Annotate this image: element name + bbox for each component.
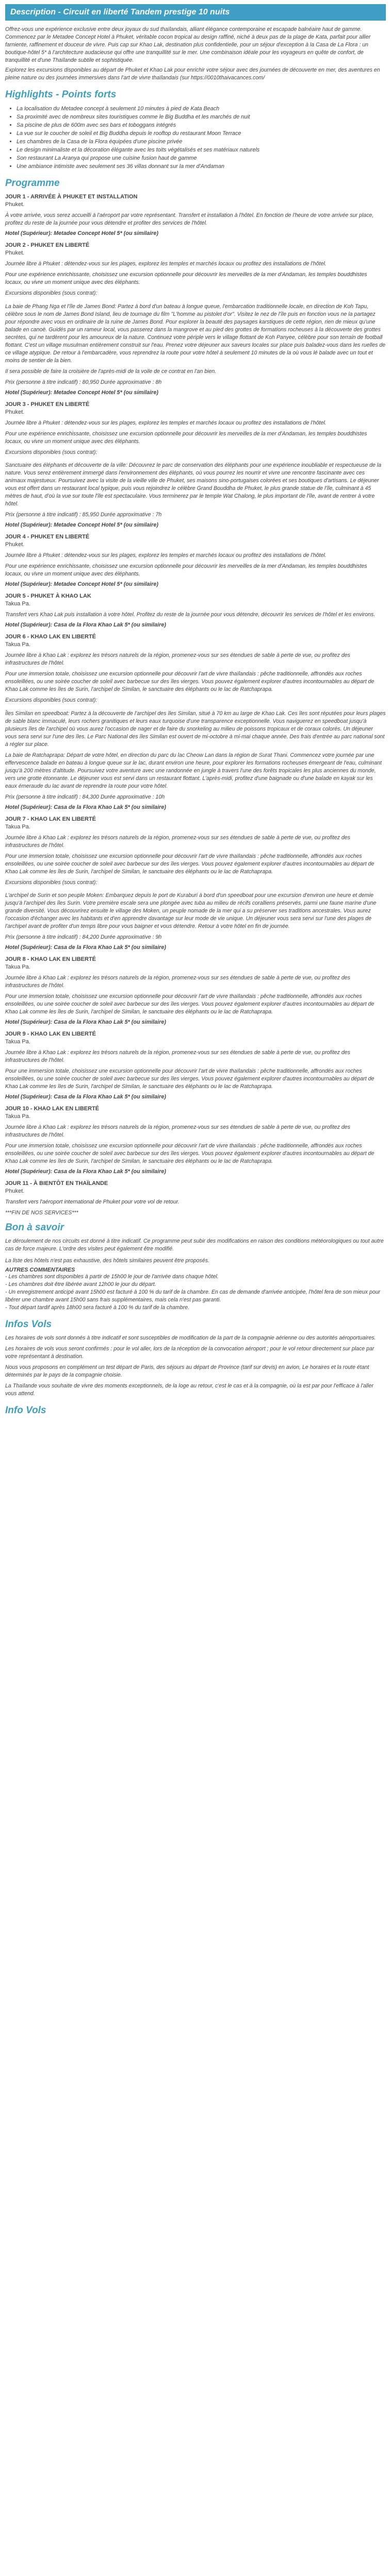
day-place: Takua Pa. <box>5 823 30 830</box>
highlight-item: • Sa piscine de plus de 600m avec ses bars et toboggans intégrés <box>17 121 386 129</box>
day-paragraph: Pour une expérience enrichissante, choisissez une excursion optionnelle pour découvrir les merveilles de la mer d'Andaman, les temples bouddhistes locaux, ou vivre un moment unique avec des éléphants. <box>5 430 367 445</box>
day-paragraph: Transfert vers Khao Lak puis installation à votre hôtel. Profitez du reste de la journée pour vous détendre, découvrir les services de l'hôtel et les environs. <box>5 612 376 618</box>
day-hotel: Hotel (Supérieur): Casa de la Flora Khao Lak 5* (ou similaire) <box>5 944 166 951</box>
programme-title: Programme <box>5 178 60 189</box>
highlight-item: • Les chambres de la Casa de la Flora équipées d'une piscine privée <box>17 138 386 146</box>
day-hotel: Hotel (Supérieur): Casa de la Flora Khao Lak 5* (ou similaire) <box>5 1094 166 1100</box>
day-block <box>5 1030 386 1100</box>
day-place: Phuket. <box>5 250 25 256</box>
day-hotel: Hotel (Supérieur): Casa de la Flora Khao Lak 5* (ou similaire) <box>5 804 166 810</box>
excursion-paragraph: La baie de Phang Nga et l'île de James Bond: Partez à bord d'un bateau à longue queue, l'embarcation traditionnelle locale, en direction de Koh Tapu, célèbre sous le nom de James Bond Island, lieu de tournage du film "L'homme au pistolet d'or". Visitez le nez de l'île puis en fonction vous ne la partagez pour répondre avec vous en ordinaire de la ruine de James Bond. Pour explorer la beauté des paysages karstiques de cette région, rien de mieux qu'une balade en canoë. Guidés par un rameur local, vous passerez dans la mangrove et au pied des grottes de formations rocheuses à la découverte des grottes secrètes, qui ne tardèrent pour les amoureux de la nature. Continuez votre périple vers le village flottant de Koh Panyee, célèbre pour son terrain de football flottant. C'est un village musulman entièrement construit sur l'eau. Prenez votre déjeuner aux saveurs locales sur place puis baladez-vous dans les ruelles de ce village atypique. De retour à l'embarcadère, vous reprendrez la route pour votre hôtel à seulement 10 minutes de la où vous lé balade avec un tout et moins de sentier de la bien. <box>5 303 386 364</box>
excursion-paragraph: Prix (personne à titre indicatif) : 85,950 Durée approximative : 7h <box>5 512 162 518</box>
day-place: Takua Pa. <box>5 964 30 971</box>
highlights-list <box>5 105 386 171</box>
description-banner: Description - Circuit en liberté Tandem prestige 10 nuits <box>5 4 386 21</box>
autres-line: - Un enregistrement anticipé avant 15h00 est facturé à 100 % du tarif de la chambre. En cas de demande d'arrivée anticipée, l'hôtel fera de son mieux pour libérer une chambre avant 15h00 sans frais supplémentaires, mais cela n'est pas garanti. <box>5 1289 381 1303</box>
day-title: JOUR 1 - ARRIVÉE À PHUKET ET INSTALLATION <box>5 194 138 200</box>
infos-vols-title: Infos Vols <box>5 1319 52 1330</box>
day-hotel: Hotel (Supérieur): Casa de la Flora Khao Lak 5* (ou similaire) <box>5 622 166 629</box>
day-paragraph: Journée libre à Phuket : détendez-vous sur les plages, explorez les temples et marchés locaux ou profitez des installations de l'hôtel. <box>5 552 327 559</box>
excursion-paragraph: Sanctuaire des éléphants et découverte de la ville: Découvrez le parc de conservation des éléphants pour une expérience inoubliable et respectueuse de la nature. Vous serez entièrement immergé dans l'environnement des éléphants, où vous pourrez les nourrir et vivre une rencontre fascinante avec ces animaux majestueux. Poursuivez avec la visite de la vieille ville de Phuket, ses maisons sino-portugaises colorées et ses boutiques d'artisans. Le déjeuner vous est offert dans un restaurant local typique, puis vous rejoindrez le célèbre Grand Bouddha de Phuket, le plus grande statue de l'île, culminant à 45 mètres de haut, d'où la vue sur toute l'île est spectaculaire. Vous terminerez par le temple Wat Chalong, le plus important de l'île, avant de rentrer à votre hôtel. <box>5 462 382 507</box>
highlight-item: • La vue sur le coucher de soleil et Big Buddha depuis le rooftop du restaurant Moon Terrace <box>17 129 386 138</box>
excursion-paragraph: La baie de Ratchaprapa: Départ de votre hôtel, en direction du parc du lac Cheow Lan dans la région de Surat Thani. Commencez votre journée par une effervescence balade en bateau à longue queue sur le lac, durant environ une heure, pour explorer les formations rocheuses émergeant de l'eau, culminant jusqu'à 200 mètres d'altitude. Poursuivez votre aventure avec une randonnée en jungle à travers l'une des forêts tropicales les plus anciennes du monde, vers une grotte étonnante. Le déjeuner vous est servi dans un restaurant flottant. L'après-midi, profitez d'une baignade ou d'une balade en kayak sur les eaux émeraude du lac avant de reprendre la route pour votre hôtel. <box>5 752 382 789</box>
day-paragraph: Journée libre à Khao Lak : explorez les trésors naturels de la région, promenez-vous sur ses étendues de sable à perte de vue, ou profitez des infrastructures de l'hôtel. <box>5 652 350 667</box>
day-place: Phuket. <box>5 201 25 208</box>
notes <box>5 1238 386 1312</box>
excursion-paragraph: Il sera possible de faire la croisière de l'après-midi de la voile de ce contrat en l'an bien. <box>5 368 217 375</box>
day-title: JOUR 4 - PHUKET EN LIBERTÉ <box>5 534 90 540</box>
day-block <box>5 1180 386 1217</box>
excursions-label: Excursions disponibles (sous contrat): <box>5 449 97 455</box>
day-place: Phuket. <box>5 541 25 548</box>
programme-days <box>5 193 386 1217</box>
day-paragraph: Pour une immersion totale, choisissez une excursion optionnelle pour découvrir l'art de vivre thaïlandais : pêche traditionnelle, affrondés aux roches ensoleillées, ou une soirée coucher de soleil avec barbecue sur des îles vierges. Vous pouvez également explorer d'autres incontournables au départ de Khao Lak comme les îles de Surin, l'archipel de Similan, le sanctuaire des éléphants ou le lac de Ratchaprapa. <box>5 671 374 693</box>
day-block <box>5 592 386 628</box>
day-title: JOUR 2 - PHUKET EN LIBERTÉ <box>5 242 90 248</box>
day-paragraph: À votre arrivée, vous serez accueilli à l'aéroport par votre représentant. Transfert et installation à l'hôtel. En fonction de l'heure de votre arrivée sur place, profitez du reste de la journée pour vous détendre et profiter des services de l'hôtel. <box>5 212 374 226</box>
autres-line: - Tout départ tardif après 18h00 sera facturé à 100 % du tarif de la chambre. <box>5 1304 190 1311</box>
intro <box>5 26 386 82</box>
day-hotel: Hotel (Supérieur): Casa de la Flora Khao Lak 5* (ou similaire) <box>5 1019 166 1026</box>
day-place: Takua Pa. <box>5 601 30 607</box>
day-place: Phuket. <box>5 409 25 415</box>
day-block <box>5 633 386 810</box>
day-paragraph: Journée libre à Khao Lak : explorez les trésors naturels de la région, promenez-vous sur ses étendues de sable à perte de vue, ou profitez des infrastructures de l'hôtel. <box>5 975 350 989</box>
day-place: Takua Pa. <box>5 641 30 648</box>
highlight-item: • Une ambiance intimiste avec seulement ses 36 villas donnant sur la mer d'Andaman <box>17 162 386 171</box>
day-paragraph: Journée libre à Khao Lak : explorez les trésors naturels de la région, promenez-vous sur ses étendues de sable à perte de vue, ou profitez des infrastructures de l'hôtel. <box>5 1124 350 1139</box>
day-block <box>5 193 386 236</box>
autres-commentaires-title: AUTRES COMMENTAIRES <box>5 1267 75 1274</box>
day-block <box>5 1105 386 1175</box>
intro-paragraph: Offrez-vous une expérience exclusive entre deux joyaux du sud thaïlandais, alliant élégance contemporaine et escapade balnéaire haut de gamme. Commencez par le Metadee Concept Hotel à Phuket, véritable cocon tropical au design raffiné, niché à deux pas de la plage de Kata, parfait pour allier farniente, raffinement et douceur de vivre. Puis cap sur Khao Lak, destination plus confidentielle, pour un séjour d'exception à la Casa de La Flora : un boutique-hôtel 5* à l'architecture audacieuse qui offre une tranquillité sur le mer. Une combinaison idéale pour les voyageurs en quête de confort, de tranquillité et d'une Thaïlande subtile et sophistiquée. <box>5 26 371 63</box>
day-block <box>5 401 386 529</box>
excursion-paragraph: Prix (personne à titre indicatif) : 80,950 Durée approximative : 8h <box>5 379 162 385</box>
intro-paragraph: Explorez les excursions disponibles au départ de Phuket et Khao Lak pour enrichir votre séjour avec des journées de découverte en mer, des aventures en pleine nature ou des journées immersives dans l'art de vivre thaïlandais (sur https://0010thaivacances.com/ <box>5 67 380 81</box>
excursion-paragraph: Îles Similan en speedboat: Partez à la découverte de l'archipel des îles Similan, situé à 70 km au large de Khao Lak. Ces îles sont réputées pour leurs plages de sable blanc immaculé, leurs rochers granitiques et leurs eaux turquoise d'une transparence exceptionnelle. Vous naviguerez en speedboat jusqu'à plusieurs îles de l'archipel où vous aurez l'occasion de nager et de faire du snorkeling au milieu de poissons tropicaux et de coraux colorés. Un déjeuner vous sera servi sur l'une des îles. Le Parc National des îles Similan est ouvert de mi-octobre à mi-mai chaque année. Des frais d'entrée au parc national sont à régler sur place. <box>5 710 386 748</box>
day-hotel: Hotel (Supérieur): Metadee Concept Hotel 5* (ou similaire) <box>5 230 158 236</box>
day-title: JOUR 5 - PHUKET À KHAO LAK <box>5 593 91 600</box>
excursion-paragraph: L'archipel de Surin et son peuple Moken: Embarquez depuis le port de Kuraburi à bord d'un speedboat pour une excursion d'environ une heure et demie jusqu'à l'archipel des îles Surin. Votre première escale sera une plongée avec tuba au milieu de récifs coralliens préservés, parmi une faune marine d'une grande diversité. Vous découvrirez ensuite le village des Moken, un peuple nomade de la mer qui a su préserver ses traditions ancestrales. Vous aurez l'occasion d'échanger avec les habitants et d'en apprendre davantage sur leur mode de vie unique. Un déjeuner vous sera servi sur l'une des plages de l'archipel avant de profiter d'un temps libre pour vous baigner et vous détendre. Retour à votre hôtel en fin de journée. <box>5 892 377 930</box>
day-paragraph: Pour une immersion totale, choisissez une excursion optionnelle pour découvrir l'art de vivre thaïlandais : pêche traditionnelle, affrondés aux roches ensoleillées, ou une soirée coucher de soleil avec barbecue sur des îles vierges. Vous pouvez également explorer d'autres incontournables au départ de Khao Lak comme les îles de Surin, l'archipel de Similan, le sanctuaire des éléphants ou le lac de Ratchaprapa. <box>5 1068 374 1090</box>
day-title: JOUR 3 - PHUKET EN LIBERTÉ <box>5 401 90 408</box>
day-paragraph: Pour une immersion totale, choisissez une excursion optionnelle pour découvrir l'art de vivre thaïlandais : pêche traditionnelle, affrondés aux roches ensoleillées, ou une soirée coucher de soleil avec barbecue sur des îles vierges. Vous pouvez également explorer d'autres incontournables au départ de Khao Lak comme les îles de Surin, l'archipel de Similan, le sanctuaire des éléphants ou le lac de Ratchaprapa. <box>5 1143 374 1165</box>
excursions-label: Excursions disponibles (sous contrat): <box>5 879 97 886</box>
day-block <box>5 242 386 396</box>
day-title: JOUR 6 - KHAO LAK EN LIBERTÉ <box>5 634 96 640</box>
day-title: JOUR 10 - KHAO LAK EN LIBERTÉ <box>5 1106 100 1112</box>
day-paragraph: Pour une immersion totale, choisissez une excursion optionnelle pour découvrir l'art de vivre thaïlandais : pêche traditionnelle, affrondés aux roches ensoleillées, ou une soirée coucher de soleil avec barbecue sur des îles vierges. Vous pouvez également explorer d'autres incontournables au départ de Khao Lak comme les îles de Surin, l'archipel de Similan, le sanctuaire des éléphants ou le lac de Ratchaprapa. <box>5 993 374 1015</box>
infos-vols <box>5 1334 386 1398</box>
day-paragraph: ***FIN DE NOS SERVICES*** <box>5 1210 78 1216</box>
excursion-paragraph: Prix (personne à titre indicatif) : 84,200 Durée approximative : 9h <box>5 934 162 941</box>
infos-paragraph: La Thaïlande vous souhaite de vivre des moments exceptionnels, de la loge au retour, c'est le cas et à la compagnie, où la est par pour l'efficace à l'aller vous attend. <box>5 1383 373 1397</box>
autres-line: - Les chambres sont disponibles à partir de 15h00 le jour de l'arrivée dans chaque hôtel. <box>5 1274 219 1280</box>
highlight-item: • La localisation du Metadee concept à seulement 10 minutes à pied de Kata Beach <box>17 105 386 113</box>
info-vols-footer-title: Info Vols <box>5 1405 46 1416</box>
note-paragraph: Le déroulement de nos circuits est donné à titre indicatif. Ce programme peut subir des modifications en raison des conditions météorologiques ou tout autre cas de force majeure. L'ordre des visites peut également être modifié. <box>5 1238 384 1252</box>
day-paragraph: Journée libre à Phuket : détendez-vous sur les plages, explorez les temples et marchés locaux ou profitez des installations de l'hôtel. <box>5 261 327 267</box>
day-hotel: Hotel (Supérieur): Metadee Concept Hotel 5* (ou similaire) <box>5 522 158 529</box>
highlights-title: Highlights - Points forts <box>5 89 117 100</box>
infos-paragraph: Les horaires de vols vous seront confirmés : pour le vol aller, lors de la réception de la convocation aéroport ; pour le vol retour directement sur place par votre représentant à destination. <box>5 1346 374 1360</box>
day-title: JOUR 7 - KHAO LAK EN LIBERTÉ <box>5 816 96 822</box>
excursions-label: Excursions disponibles (sous contrat): <box>5 290 97 296</box>
day-paragraph: Pour une expérience enrichissante, choisissez une excursion optionnelle pour découvrir les merveilles de la mer d'Andaman, les temples bouddhistes locaux, ou vivre un moment unique avec des éléphants. <box>5 563 367 578</box>
excursions-label: Excursions disponibles (sous contrat): <box>5 697 97 704</box>
excursion-paragraph: Prix (personne à titre indicatif) : 84,300 Durée approximative : 10h <box>5 793 165 800</box>
highlight-item: • Son restaurant La Aranya qui propose une cuisine fusion haut de gamme <box>17 154 386 162</box>
highlight-item: • Le design minimaliste et la décoration élégante avec les toits végétalisés et ses matériaux naturels <box>17 146 386 154</box>
day-paragraph: Transfert vers l'aéroport international de Phuket pour votre vol de retour. <box>5 1199 180 1206</box>
note-paragraph: La liste des hôtels n'est pas exhaustive, des hôtels similaires peuvent être proposés. <box>5 1258 209 1264</box>
day-block <box>5 816 386 951</box>
day-title: JOUR 9 - KHAO LAK EN LIBERTÉ <box>5 1031 96 1038</box>
day-paragraph: Pour une expérience enrichissante, choisissez une excursion optionnelle pour découvrir les merveilles de la mer d'Andaman, les temples bouddhistes locaux, ou vivre un moment unique avec des éléphants. <box>5 272 367 285</box>
day-title: JOUR 8 - KHAO LAK EN LIBERTÉ <box>5 956 96 963</box>
day-hotel: Hotel (Supérieur): Metadee Concept Hotel 5* (ou similaire) <box>5 581 158 588</box>
day-hotel: Hotel (Supérieur): Metadee Concept Hotel 5* (ou similaire) <box>5 389 158 396</box>
day-hotel: Hotel (Supérieur): Casa de la Flora Khao Lak 5* (ou similaire) <box>5 1168 166 1175</box>
day-title: JOUR 11 - À BIENTÔT EN THAÏLANDE <box>5 1180 108 1187</box>
day-block <box>5 956 386 1025</box>
day-paragraph: Journée libre à Phuket : détendez-vous sur les plages, explorez les temples et marchés locaux ou profitez des installations de l'hôtel. <box>5 419 327 426</box>
day-place: Takua Pa. <box>5 1113 30 1120</box>
bon-a-savoir-title: Bon à savoir <box>5 1222 64 1233</box>
highlight-item: • Sa proximité avec de nombreux sites touristiques comme le Big Buddha et les marchés de nuit <box>17 113 386 121</box>
infos-paragraph: Les horaires de vols sont donnés à titre indicatif et sont susceptibles de modification de la part de la compagnie aérienne ou des autorités aéroportuaires. <box>5 1335 376 1342</box>
infos-paragraph: Nous vous proposons en complément un test départ de Paris, des séjours au départ de Province (tarif sur devis) en avion, Le horaires et la route étant déterminés par le pays de la compagnie choisie. <box>5 1364 369 1379</box>
day-place: Takua Pa. <box>5 1039 30 1045</box>
day-block <box>5 533 386 587</box>
day-paragraph: Journée libre à Khao Lak : explorez les trésors naturels de la région, promenez-vous sur ses étendues de sable à perte de vue, ou profitez des infrastructures de l'hôtel. <box>5 834 350 849</box>
day-paragraph: Pour une immersion totale, choisissez une excursion optionnelle pour découvrir l'art de vivre thaïlandais : pêche traditionnelle, affrondés aux roches ensoleillées, ou une soirée coucher de soleil avec barbecue sur des îles vierges. Vous pouvez également explorer d'autres incontournables au départ de Khao Lak comme les îles de Surin, l'archipel de Similan, le sanctuaire des éléphants ou le lac de Ratchaprapa. <box>5 853 374 875</box>
day-paragraph: Journée libre à Khao Lak : explorez les trésors naturels de la région, promenez-vous sur ses étendues de sable à perte de vue, ou profitez des infrastructures de l'hôtel. <box>5 1049 350 1064</box>
autres-line: - Les chambres doit être libérée avant 12h00 le jour du départ. <box>5 1281 156 1288</box>
day-place: Phuket. <box>5 1188 25 1195</box>
